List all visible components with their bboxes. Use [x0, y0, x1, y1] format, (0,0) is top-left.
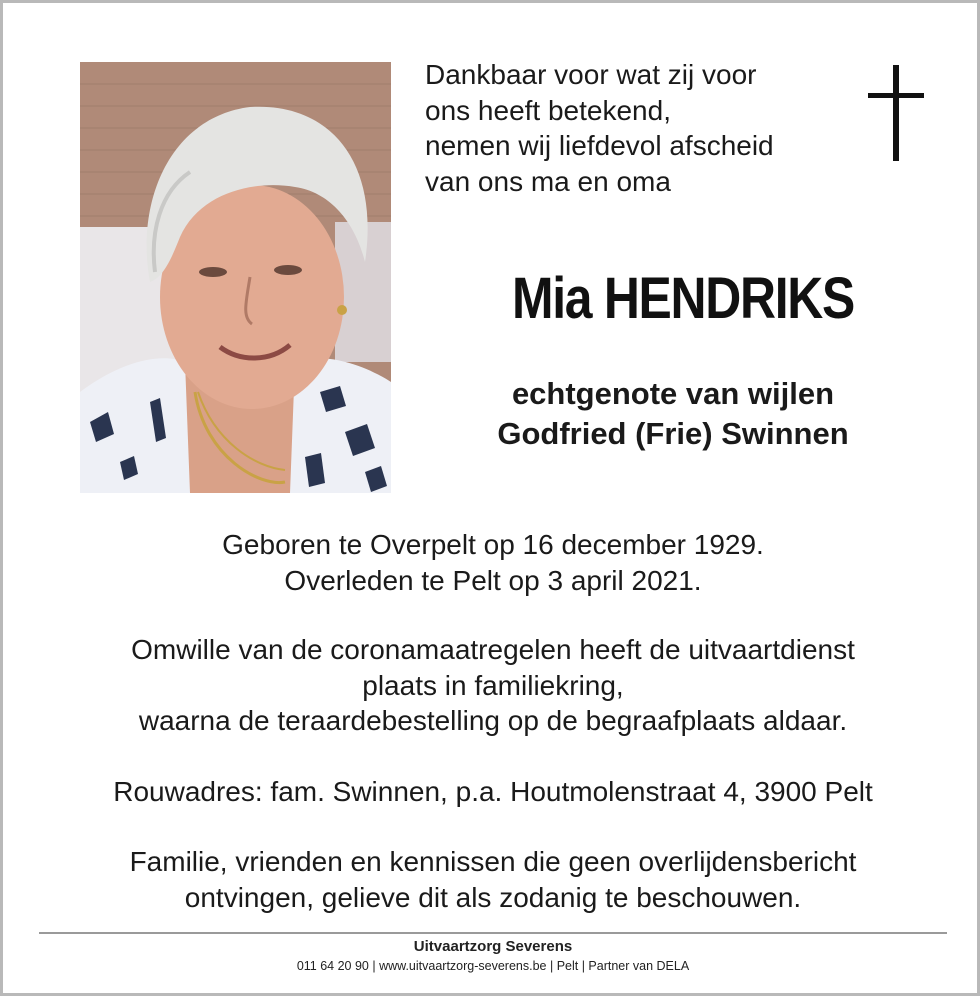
spouse-name: Godfried (Frie) Swinnen [497, 416, 849, 451]
closing-line: Familie, vrienden en kennissen die geen overlijdensbericht [129, 846, 857, 877]
spouse-info [423, 374, 923, 454]
intro-line: van ons ma en oma [425, 165, 671, 197]
deceased-name: Mia HENDRIKS [511, 266, 855, 331]
intro-line: nemen wij liefdevol afscheid [425, 130, 774, 161]
funeral-home-contact: 011 64 20 90 | www.uitvaartzorg-severens.be | Pelt | Partner van DELA [296, 959, 690, 973]
death-line: Overleden te Pelt op 3 april 2021. [284, 564, 702, 596]
ceremony-line: plaats in familiekring, [362, 669, 624, 701]
closing-block [43, 844, 943, 915]
dates-block [43, 527, 943, 598]
address-line: Rouwadres: fam. Swinnen, p.a. Houtmolenstraat 4, 3900 Pelt [113, 776, 873, 807]
ceremony-line: waarna de teraardebestelling op de begraafplaats aldaar. [138, 705, 848, 736]
portrait-photo [80, 62, 391, 493]
closing-line: ontvingen, gelieve dit als zodanig te beschouwen. [184, 881, 802, 913]
intro-text [425, 57, 774, 199]
ceremony-block [43, 632, 943, 739]
funeral-home-name: Uitvaartzorg Severens [413, 938, 573, 955]
footer-divider [39, 932, 947, 934]
birth-line: Geboren te Overpelt op 16 december 1929. [222, 529, 764, 560]
address-block [43, 774, 943, 810]
intro-line: ons heeft betekend, [425, 94, 671, 126]
cross-icon [868, 65, 924, 161]
relation-text: echtgenote van wijlen [511, 376, 835, 411]
ceremony-line: Omwille van de coronamaatregelen heeft de uitvaartdienst [131, 634, 855, 665]
intro-line: Dankbaar voor wat zij voor [425, 59, 757, 90]
